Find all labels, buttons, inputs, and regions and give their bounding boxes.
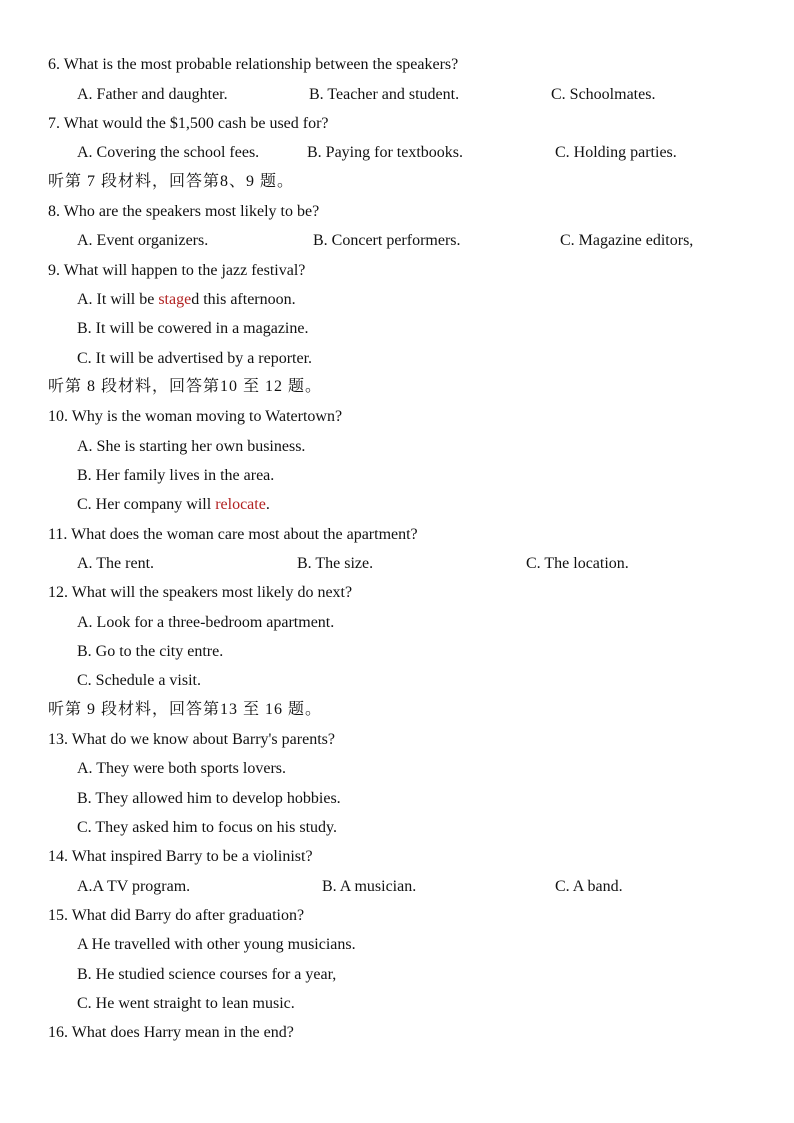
question-15: 15. What did Barry do after graduation? — [48, 907, 305, 924]
option-12c: C. Schedule a visit. — [77, 672, 201, 689]
option-10c-highlight: relocate — [215, 496, 266, 513]
question-14: 14. What inspired Barry to be a violinist? — [48, 848, 313, 865]
option-15c: C. He went straight to lean music. — [77, 995, 295, 1012]
option-15a: A He travelled with other young musicians. — [77, 936, 356, 953]
option-10b: B. Her family lives in the area. — [77, 467, 275, 484]
option-9c: C. It will be advertised by a reporter. — [77, 350, 313, 367]
question-16: 16. What does Harry mean in the end? — [48, 1024, 294, 1041]
option-8c: C. Magazine editors, — [560, 232, 694, 249]
question-11: 11. What does the woman care most about the apartment? — [48, 526, 418, 543]
option-7b: B. Paying for textbooks. — [307, 144, 463, 161]
question-13: 13. What do we know about Barry's parents? — [48, 731, 335, 748]
option-9b: B. It will be cowered in a magazine. — [77, 320, 309, 337]
option-6c: C. Schoolmates. — [551, 86, 656, 103]
option-8b: B. Concert performers. — [313, 232, 461, 249]
question-12: 12. What will the speakers most likely do next? — [48, 584, 353, 601]
option-11a: A. The rent. — [77, 555, 155, 572]
option-14c: C. A band. — [555, 878, 623, 895]
option-12a: A. Look for a three-bedroom apartment. — [77, 614, 335, 631]
question-10: 10. Why is the woman moving to Watertown? — [48, 408, 343, 425]
option-9a-pre: A. It will be — [77, 291, 159, 308]
option-9a-highlight: stage — [158, 291, 192, 308]
options-8 — [77, 230, 737, 252]
option-10c — [77, 494, 270, 516]
option-13c: C. They asked him to focus on his study. — [77, 819, 337, 836]
option-12b: B. Go to the city entre. — [77, 643, 224, 660]
option-13a: A. They were both sports lovers. — [77, 760, 286, 777]
question-8: 8. Who are the speakers most likely to be? — [48, 203, 320, 220]
section-heading-9: 听第 9 段材料，回答第13 至 16 题。 — [48, 701, 323, 718]
option-8a: A. Event organizers. — [77, 232, 209, 249]
option-6a: A. Father and daughter. — [77, 86, 228, 103]
question-7: 7. What would the $1,500 cash be used for? — [48, 115, 329, 132]
option-14b: B. A musician. — [322, 878, 417, 895]
option-15b: B. He studied science courses for a year, — [77, 966, 337, 983]
question-9: 9. What will happen to the jazz festival? — [48, 262, 306, 279]
options-6 — [77, 84, 717, 106]
section-heading-7: 听第 7 段材料，回答第8、9 题。 — [48, 173, 295, 190]
option-11b: B. The size. — [297, 555, 374, 572]
option-9a-post: d this afternoon. — [191, 291, 296, 308]
options-14 — [77, 876, 717, 898]
option-13b: B. They allowed him to develop hobbies. — [77, 790, 341, 807]
option-6b: B. Teacher and student. — [309, 86, 460, 103]
option-9a — [77, 289, 296, 311]
option-7a: A. Covering the school fees. — [77, 144, 260, 161]
option-11c: C. The location. — [526, 555, 629, 572]
option-10a: A. She is starting her own business. — [77, 438, 306, 455]
option-14a: A.A TV program. — [77, 878, 191, 895]
question-6: 6. What is the most probable relationship between the speakers? — [48, 56, 459, 73]
option-10c-pre: C. Her company will — [77, 496, 216, 513]
option-7c: C. Holding parties. — [555, 144, 677, 161]
option-10c-post: . — [265, 496, 270, 513]
options-11 — [77, 553, 717, 575]
options-7 — [77, 142, 717, 164]
section-heading-8: 听第 8 段材料，回答第10 至 12 题。 — [48, 378, 323, 395]
